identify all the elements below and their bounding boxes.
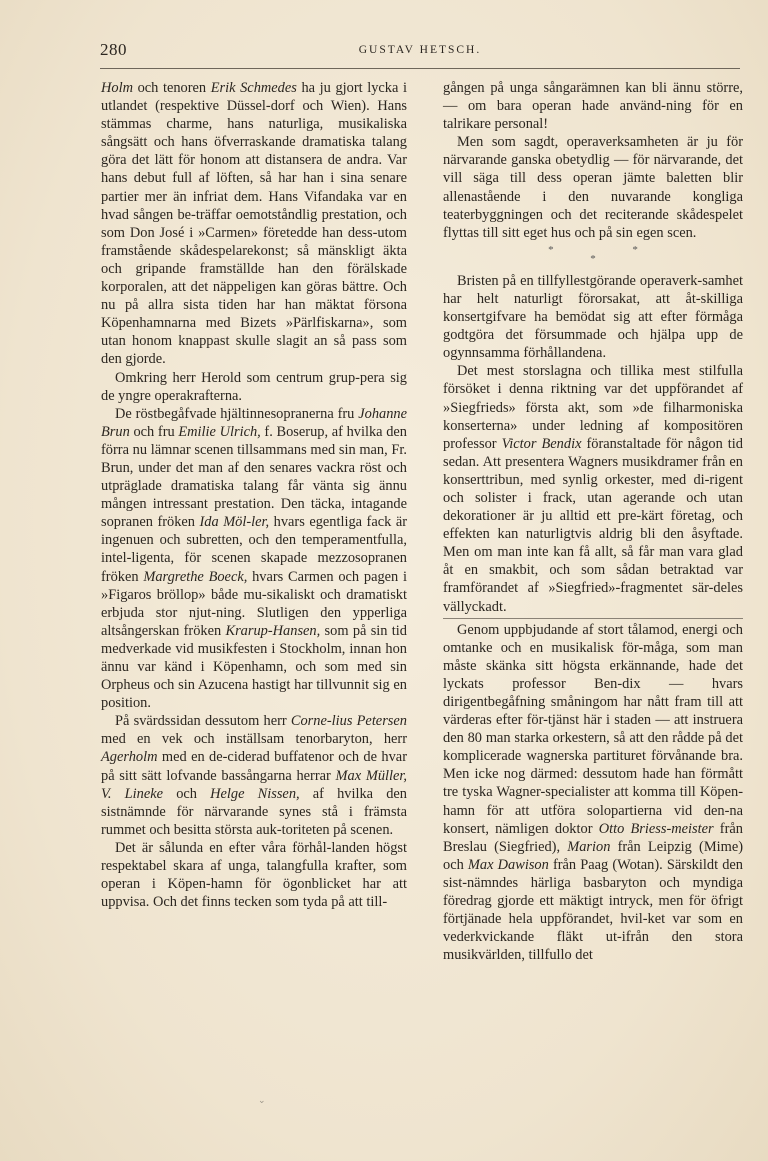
text-run: hvars Carmen och pagen i »Figaros bröllop» både mu-sikaliskt och dramatiskt erbjuda stor njut-ning. Slutligen den ypperliga altsångerskan fröken [101,568,408,639]
text-run: af hvilka den sistnämnde för närvarande synes stå i främsta rummet och besitta största auk-toriteten på scenen. [101,785,407,838]
paragraph [101,79,407,369]
text-run: med en de-ciderad buffatenor och de hvar på sitt sätt lofvande bassångarna herrar [101,749,407,784]
paragraph [101,405,407,713]
italic-name: Emilie Ulrich, [178,423,261,440]
text-run: Det mest storslagna och tillika mest stilfulla försöket i denna riktning var det uppförandet af »Siegfrieds» första akt, som »de filharmoniska konserterna» under ledning af kompositören professor [443,363,743,452]
italic-name: Max Müller, V. Lineke [101,767,407,802]
italic-name: Ida Möl-ler, [199,514,270,531]
text-run: Bristen på en tillfyllestgörande operaverk-samhet har helt naturligt förorsakat, att åt-skilliga konsertgifvare ha bemödat sig att efter förmåga godtgöra det försummade och hjälpa upp de ogynnsamma förhållandena. [443,272,743,362]
asterism-row-1: * * [548,243,676,256]
asterism-row-2: * [590,252,596,265]
paragraph [101,369,407,405]
page-number: 280 [100,40,127,59]
text-run: gången på unga sångarämnen kan bli ännu större, — om bara operan hade använd-ning för en talrikare personal! [443,80,743,133]
text-run: och [163,785,211,802]
left-text-column [101,79,407,911]
page-header [100,40,740,64]
italic-name: Marion [567,838,611,855]
italic-name: Max Dawison [467,856,549,873]
text-run: från Leipzig (Mime) och [443,838,743,873]
italic-name: Holm [101,80,133,96]
text-run: och tenoren [132,80,211,96]
header-rule [100,68,740,69]
italic-name: Helge Nissen, [210,785,300,802]
column-divider-rule [443,618,743,619]
text-run: från Breslau (Siegfried), [443,820,743,855]
text-run: hvars egentliga fack är ingenuen och subretten, och den temperamentfulla, intel-ligenta, för scenen skapade mezzosopranen fröken [101,514,407,585]
text-run: med en vek och inställsam tenorbaryton, herr [101,731,407,748]
paragraph [101,712,407,839]
paragraph [443,133,743,242]
text-run: På svärdssidan dessutom herr [115,713,291,730]
text-run: och fru [129,423,179,440]
italic-name: Victor Bendix [501,435,582,452]
text-run: föranstaltade för någon tid sedan. Att presentera Wagners musikdramer från en konserttribun, med synlig orkester, med di-rigent och solister i frack, utan agerande och utan dekorationer är ju alltid ett pre-kärt företag, och effekten kan naturligtvis aldrig bli den åsyftade. Men om man inte kan få allt, så får man vara glad åt en smakbit, och som sådan betraktad var framförandet af »Siegfried»-fragmentet sär-deles vällyckadt. [443,435,743,615]
italic-name: Margrethe Boeck, [143,568,248,585]
text-run: från Paag (Wotan). Särskildt den sist-nämndes härliga basbaryton och myndiga föredrag gjorde ett mäktigt intryck, men för öfrigt förtjänade hela uppförandet, hvil-ket var som en vederkvickande fläkt ut-ifrån den stora musikvärlden, tillfullo det [443,856,743,964]
paragraph [101,839,407,911]
italic-name: Agerholm [101,749,158,766]
text-run: Genom uppbjudande af stort tålamod, energi och omtanke och en musikalisk för-måga, som man måste skänka sitt högsta erkännande, hade det lyckats professor Ben-dix — hvars dirigentbegåfning småningom har nått fram till att värderas efter för-tjänst här i staden — att instruera den 80 man starka orkestern, så att den rådde på det komplicerade wagnerska partituret förvånande bra. Men icke nog därmed: dessutom hade han förmått tre tyska Wagner-specialister att komma till Köpen-hamn för att utföra solopartierna vid den-na konsert, nämligen doktor [443,621,743,837]
text-run: Det är sålunda en efter våra förhål-landen högst respektabel skara af unga, talangfulla krafter, som operan i Köpen-hamn för ögonblicket har att uppvisa. Och det finns tecken som tyda på att till- [101,839,407,911]
page-smudge-mark: ⌄ [258,1096,266,1106]
paragraph [443,362,743,615]
paragraph [443,621,743,965]
paragraph [443,79,743,133]
italic-name: Johanne Brun [101,405,407,440]
section-break-asterisks [443,243,743,265]
running-title: GUSTAV HETSCH. [358,44,482,56]
text-run: De röstbegåfvade hjältinnesopranerna fru [115,405,359,422]
italic-name: Krarup-Hansen, [225,622,321,639]
text-run: Men som sagdt, operaverksamheten är ju för närvarande ganska obetydlig — för närvarande, det vill säga till dess operan jämte baletten blir allenastående i den nuvarande kongliga teaterbyggningen och det reciterande skådespelet flyttas till sitt eget hus och på sin egen scen. [443,134,743,241]
right-column-top-text [443,79,743,242]
text-run: f. Boserup, af hvilka den förra nu lämnar scenen tillsammans med sin man, Fr. Brun, under det man af den senares vackra röst och utpräglade dramatiska talang får vänta sig ännu mången intressant prestation. Den täcka, intagande sopranen fröken [101,423,407,531]
italic-name: Erik Schmedes [210,80,297,96]
text-run: ha ju gjort lycka i utlandet (respektive Düssel-dorf och Wien). Hans stämmas charme, hans naturliga, musikaliska sångsätt och hans öfverraskande dramatiska talang göra det lätt för honom att distansera de andra. Var hans debut full af löften, så har han i sina senare partier mer än infriat dem. Hans Vifandaka var en hvad sången be-träffar oemotståndlig prestation, och som Don José i »Carmen» företedde han dess-utom framstående skådespelarekonst; så mänskligt äkta och gripande framställde han den förälskade korporalen, att det näppeligen kan göras bättre. Och nu på allra sista tiden har han mäktat försona Köpenhamnarna med Bizets »Pärlfiskarna», som utan honom knappast skulle slagit an så pass som den gjorde. [101,80,407,368]
text-run: Omkring herr Herold som centrum grup-pera sig de yngre operakrafterna. [101,369,407,404]
italic-name: Corne-lius Petersen [290,713,407,730]
italic-name: Otto Briess-meister [598,820,714,837]
paragraph [443,272,743,362]
right-text-column [443,79,743,964]
text-run: som på sin tid medverkade vid musikfesten i Stockholm, innan hon ännu var känd i Köpenhamn, och som med sin Orpheus och sin Azucena hastigt har tillvunnit sig en position. [101,622,407,712]
right-column-bottom-text [443,272,743,965]
